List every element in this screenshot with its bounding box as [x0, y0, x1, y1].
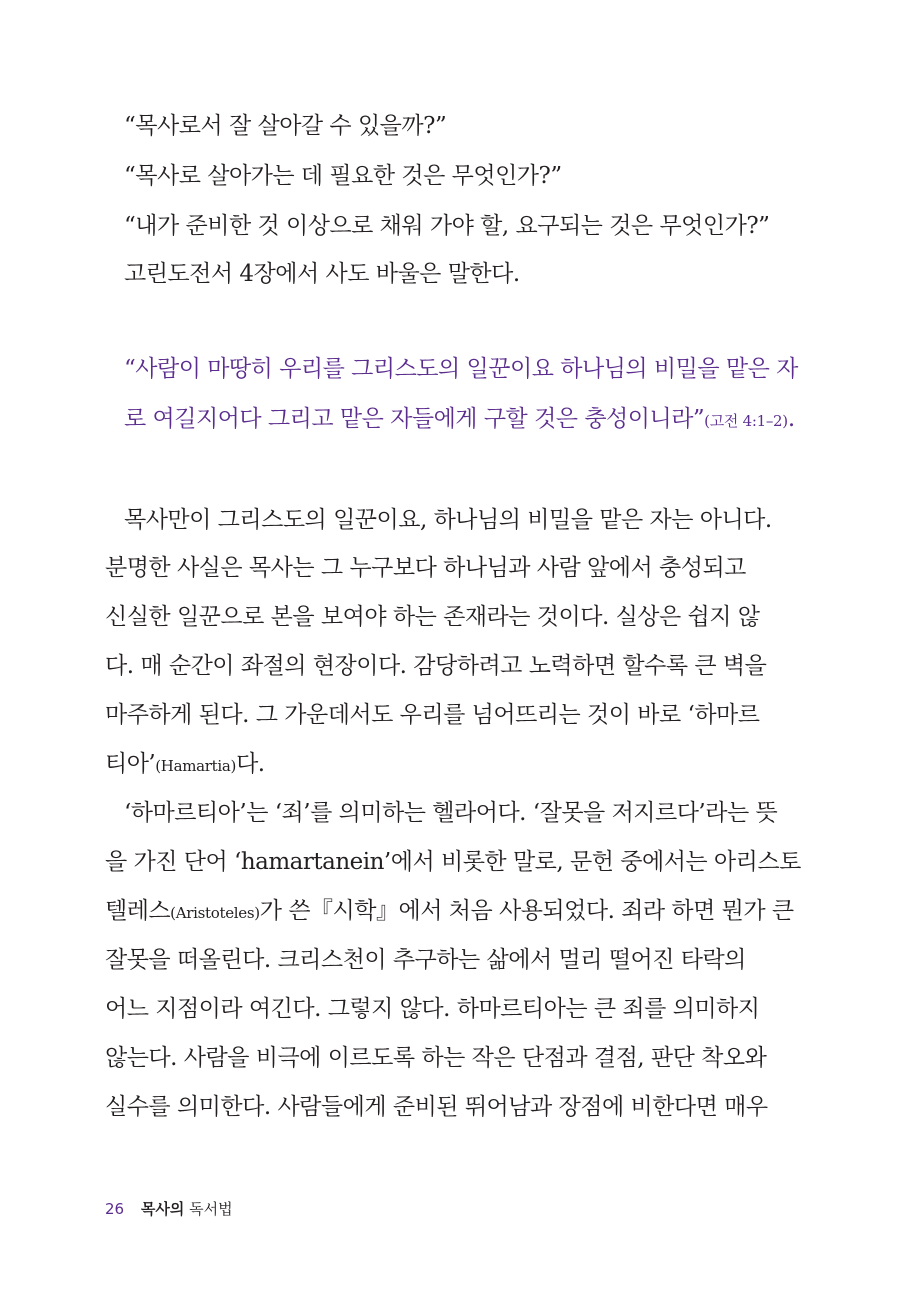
- paragraph2-line-1: ‘하마르티아’는 ‘죄’를 의미하는 헬라어다. ‘잘못을 저지르다’라는 뜻: [124, 800, 778, 826]
- paragraph2-line-6: 않는다. 사람을 비극에 이르도록 하는 작은 단점과 결점, 판단 착오와: [105, 1045, 767, 1071]
- quote-citation: (고전 4:1–2): [704, 412, 788, 430]
- intro-question-1: “목사로서 잘 살아갈 수 있을까?”: [124, 113, 447, 139]
- quote-period: .: [787, 406, 795, 432]
- paragraph2-line-3: [105, 896, 794, 928]
- quote-line-1: “사람이 마땅히 우리를 그리스도의 일꾼이요 하나님의 비밀을 맡은 자: [124, 356, 798, 382]
- book-title-bold: 목사의: [140, 1200, 185, 1218]
- paragraph1-line-1: 목사만이 그리스도의 일꾼이요, 하나님의 비밀을 맡은 자는 아니다.: [124, 507, 772, 533]
- paragraph1-line-3: 신실한 일꾼으로 본을 보여야 하는 존재라는 것이다. 실상은 쉽지 않: [105, 604, 760, 630]
- hamartia-latin: (Hamartia): [155, 757, 237, 775]
- paragraph2-line-4: 잘못을 떠올린다. 크리스천이 추구하는 삶에서 멀리 떨어진 타락의: [105, 947, 746, 973]
- aristotle-name: 텔레스: [105, 898, 171, 924]
- intro-statement: 고린도전서 4장에서 사도 바울은 말한다.: [124, 261, 520, 287]
- aristotle-latin: (Aristoteles): [170, 904, 260, 922]
- paragraph1-line-4: 다. 매 순간이 좌절의 현장이다. 감당하려고 노력하면 할수록 큰 벽을: [105, 653, 767, 679]
- paragraph1-line-5: 마주하게 된다. 그 가운데서도 우리를 넘어뜨리는 것이 바로 ‘하마르: [105, 702, 760, 728]
- paragraph2-line-2: 을 가진 단어 ‘hamartanein’에서 비롯한 말로, 문헌 중에서는 아리스토: [105, 849, 801, 875]
- page-number: 26: [105, 1200, 125, 1218]
- paragraph1-line-2: 분명한 사실은 목사는 그 누구보다 하나님과 사람 앞에서 충성되고: [105, 555, 746, 581]
- intro-question-3: “내가 준비한 것 이상으로 채워 가야 할, 요구되는 것은 무엇인가?”: [124, 213, 770, 239]
- intro-question-2: “목사로 살아가는 데 필요한 것은 무엇인가?”: [124, 163, 562, 189]
- page-footer: [105, 1198, 233, 1220]
- hamartia-term: 티아’: [105, 751, 156, 777]
- paragraph2-line-5: 어느 지점이라 여긴다. 그렇지 않다. 하마르티아는 큰 죄를 의미하지: [105, 996, 760, 1022]
- paragraph2-line-7: 실수를 의미한다. 사람들에게 준비된 뛰어남과 장점에 비한다면 매우: [105, 1094, 768, 1120]
- quote-text: 로 여길지어다 그리고 맡은 자들에게 구할 것은 충성이니라”: [124, 406, 705, 432]
- paragraph1-line-6: [105, 749, 265, 781]
- paragraph2-line-3-rest: 가 쓴『시학』에서 처음 사용되었다. 죄라 하면 뭔가 큰: [259, 898, 794, 924]
- book-title-rest: 독서법: [189, 1200, 233, 1218]
- quote-line-2: [124, 404, 795, 436]
- hamartia-ending: 다.: [236, 751, 265, 777]
